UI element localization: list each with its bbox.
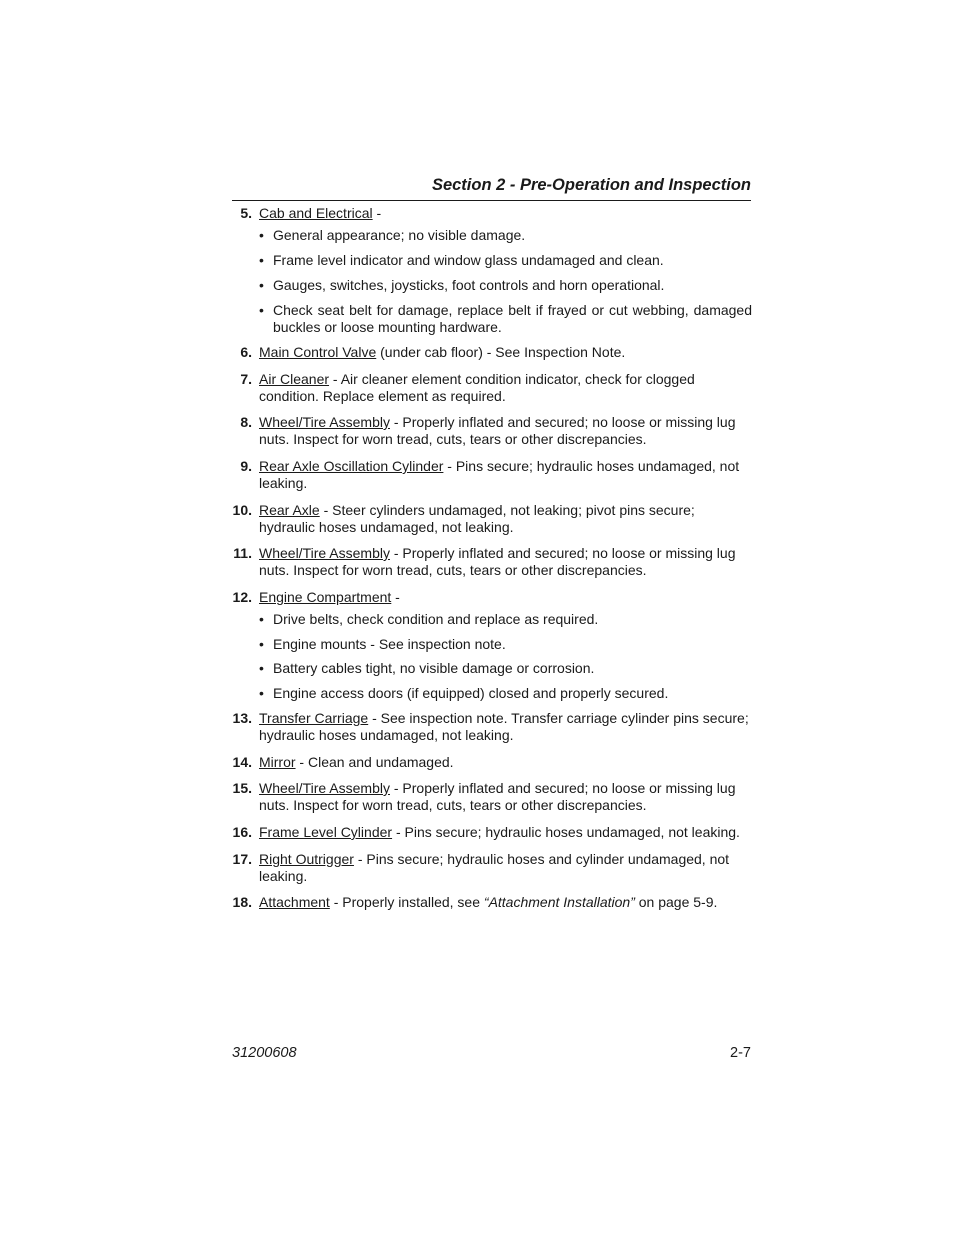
item-label: Main Control Valve [259, 344, 377, 360]
item-number: 17. [232, 851, 252, 867]
item-label: Engine Compartment [259, 589, 392, 605]
item-number: 7. [240, 371, 252, 387]
item-label: Right Outrigger [259, 851, 354, 867]
item-number: 8. [240, 414, 252, 430]
item-number: 5. [240, 205, 252, 221]
item-label: Rear Axle Oscillation Cylinder [259, 458, 444, 474]
item-text: - Pins secure; hydraulic hoses undamaged, not leaking. [259, 458, 740, 492]
item-label: Wheel/Tire Assembly [259, 780, 390, 796]
section-title: Section 2 - Pre-Operation and Inspection [431, 176, 751, 194]
item-number: 13. [232, 710, 252, 726]
item-number: 9. [240, 458, 252, 474]
cross-reference: “Attachment Installation” [483, 894, 635, 910]
item-text: - [372, 205, 382, 221]
item-text: - See inspection note. Transfer carriage cylinder pins secure; hydraulic hoses undamaged, not leaking. [259, 710, 749, 744]
item-label: Cab and Electrical [259, 205, 373, 221]
item-number: 15. [232, 780, 252, 796]
item-text: - [391, 589, 400, 605]
item-number: 6. [240, 344, 252, 360]
item-label: Attachment [259, 894, 330, 910]
item-text: - Clean and undamaged. [295, 754, 454, 770]
item-text: - Properly inflated and secured; no loose or missing lug nuts. Inspect for worn tread, cuts, tears or other discrepancies. [259, 414, 736, 448]
item-label: Frame Level Cylinder [259, 824, 393, 840]
item-number: 14. [232, 754, 252, 770]
header-divider [232, 200, 751, 201]
item-label: Wheel/Tire Assembly [259, 545, 390, 561]
item-label: Wheel/Tire Assembly [259, 414, 390, 430]
item-text: - Pins secure; hydraulic hoses and cylinder undamaged, not leaking. [259, 851, 730, 885]
item-label: Transfer Carriage [259, 710, 369, 726]
item-label: Rear Axle [259, 502, 320, 518]
item-number: 10. [232, 502, 252, 518]
item-number: 16. [232, 824, 252, 840]
item-text: - Air cleaner element condition indicator, check for clogged condition. Replace element as required. [259, 371, 695, 405]
document-number: 31200608 [232, 1045, 297, 1061]
item-text: - Properly inflated and secured; no loose or missing lug nuts. Inspect for worn tread, cuts, tears or other discrepancies. [259, 780, 736, 814]
item-text: - Steer cylinders undamaged, not leaking; pivot pins secure; hydraulic hoses undamaged, not leaking. [259, 502, 695, 536]
item-number: 18. [232, 894, 252, 910]
item-text: - Properly installed, see [329, 894, 484, 910]
item-label: Mirror [259, 754, 296, 770]
item-number: 12. [232, 589, 252, 605]
item-number: 11. [233, 545, 252, 561]
item-text: (under cab floor) - See Inspection Note. [376, 344, 626, 360]
page-number: 2-7 [730, 1045, 751, 1061]
item-text-tail: on page 5-9. [634, 894, 718, 910]
item-label: Air Cleaner [259, 371, 330, 387]
item-text: - Properly inflated and secured; no loose or missing lug nuts. Inspect for worn tread, cuts, tears or other discrepancies. [259, 545, 736, 579]
item-text: - Pins secure; hydraulic hoses undamaged, not leaking. [392, 824, 740, 840]
